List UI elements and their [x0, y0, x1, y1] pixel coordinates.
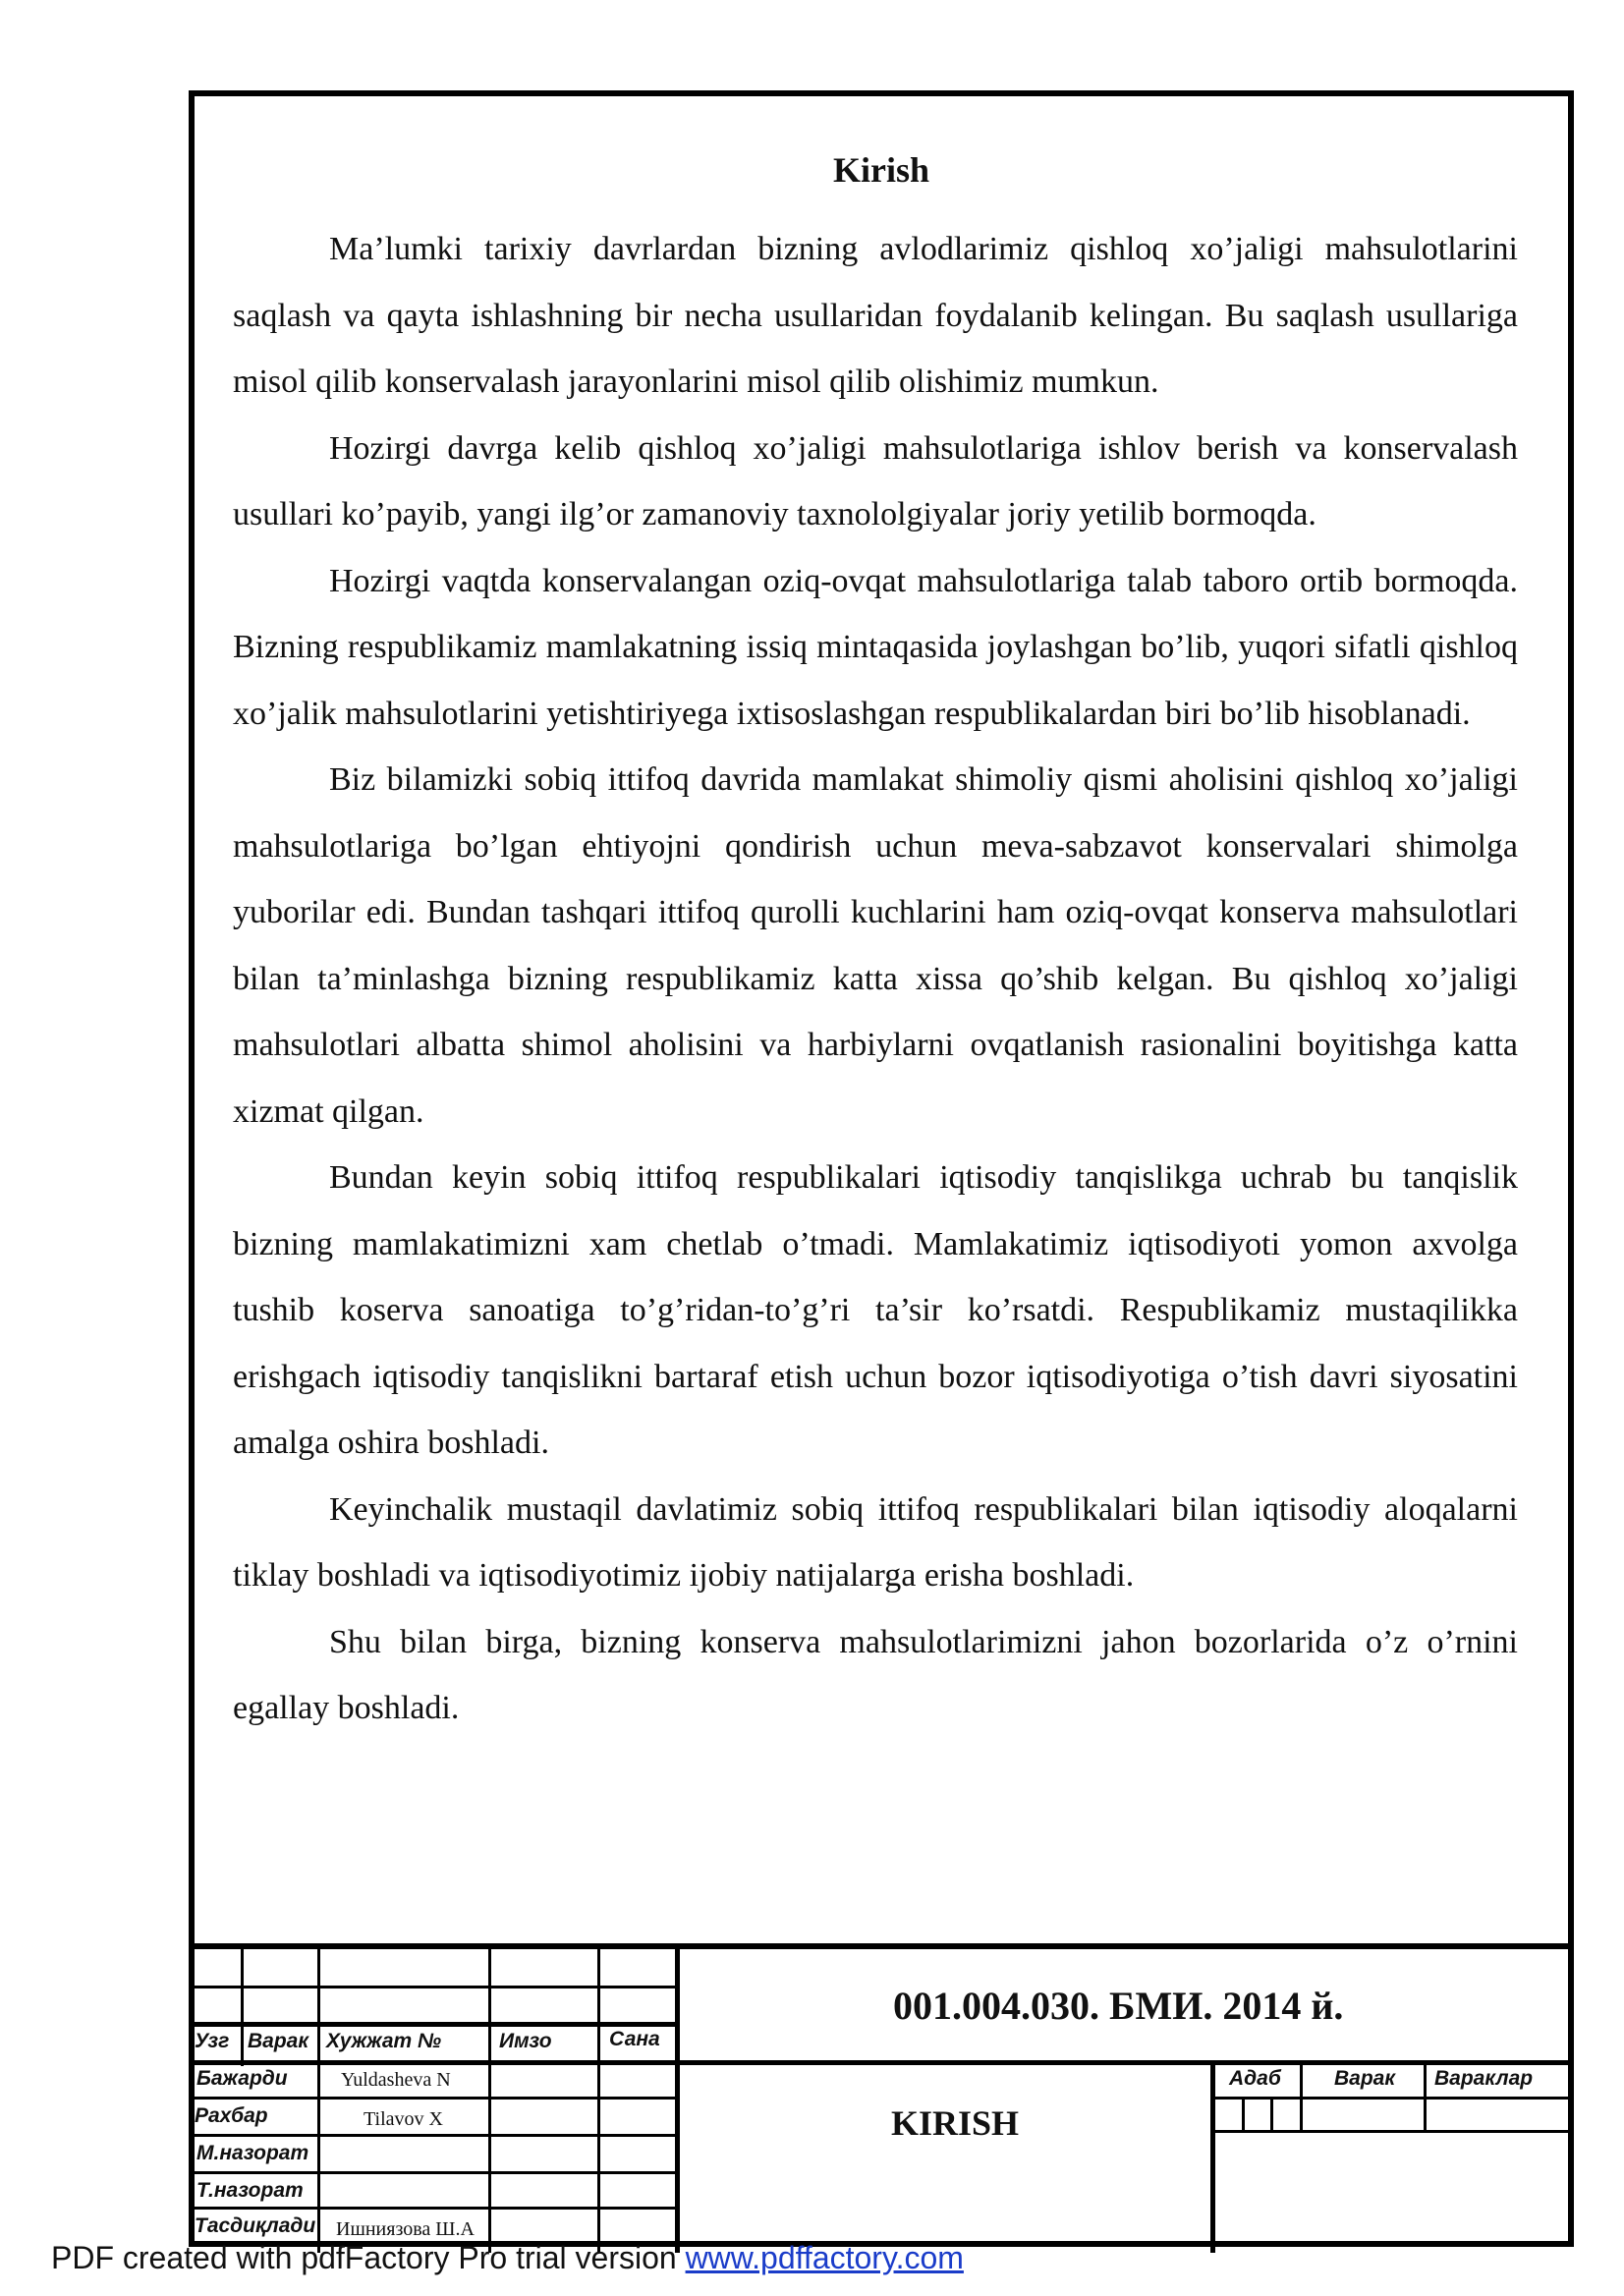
paragraph: Hozirgi davrga kelib qishloq xo’jaligi mahsulotlariga ishlov berish va konservalash usullari ko’payib, yangi ilg’or zamanoviy taxnololgiyalar joriy yetilib bormoqda. [233, 429, 1518, 532]
paragraph: Hozirgi vaqtda konservalangan oziq-ovqat mahsulotlariga talab taboro ortib bormoqda. Bizning respublikamiz mamlakatning issiq mintaqasida joylashgan bo’lib, yuqori sifatli qishloq xo’jalik mahsulotlarini yetishtiriyega ixtisoslashgan respublikalardan biri bo’lib hisoblanadi. [233, 562, 1518, 732]
role-label: Рахбар [195, 2104, 268, 2127]
paragraph: Ma’lumki tarixiy davrlardan bizning avlodlarimiz qishloq xo’jaligi mahsulotlarini saqlash va qayta ishlashning bir necha usullaridan foydalanib kelingan. Bu saqlash usullariga misol qilib konservalash jarayonlarini misol qilib olishimiz mumkun. [233, 231, 1518, 400]
grid-line [189, 2171, 675, 2174]
role-label: Т.назорат [196, 2179, 304, 2202]
grid-line [1270, 2097, 1273, 2133]
grid-line [189, 2060, 1568, 2065]
footer-text: PDF created with pdfFactory Pro trial version [51, 2240, 686, 2275]
grid-line [1210, 2130, 1568, 2133]
paragraph: Biz bilamizki sobiq ittifoq davrida mamlakat shimoliy qismi aholisini qishloq xo’jaligi mahsulotlariga bo’lgan ehtiyojni qondirish uchun meva-sabzavot konservalari shimolga yuborilar edi. Bundan tashqari ittifoq qurolli kuchlarini ham oziq-ovqat konserva mahsulotlari bilan ta’minlashga bizning respublikamiz katta xissa qo’shib kelgan. Bu qishloq xo’jaligi mahsulotlari albatta shimol aholisini va harbiylarni ovqatlanish rasionalini boyitishga katta xizmat qilgan. [233, 761, 1518, 1130]
pdf-footer [51, 2240, 964, 2276]
paragraph: Bundan keyin sobiq ittifoq respublikalari iqtisodiy tanqislikga uchrab bu tanqislik bizning mamlakatimizni xam chetlab o’tmadi. Mamlakatimiz iqtisodiyoti yomon axvolga tushib koserva sanoatiga to’g’ridan-to’g’ri ta’sir ko’rsatdi. Respublikamiz mustaqilikka erishgach iqtisodiy tanqislikni bartaraf etish uchun bozor iqtisodiyotiga o’tish davri siyosatini amalga oshira boshladi. [233, 1159, 1518, 1461]
header-sheet: Варак [248, 2030, 308, 2052]
grid-line [189, 2022, 675, 2027]
paragraph: Keyinchalik mustaqil davlatimiz sobiq ittifoq respublikalari bilan iqtisodiy aloqalarni tiklay boshladi va iqtisodiyotimiz ijobiy natijalarga erisha boshladi. [233, 1490, 1518, 1594]
grid-line [241, 1949, 244, 2066]
header-doc-no: Хужжат № [326, 2030, 442, 2052]
document-code: 001.004.030. БМИ. 2014 й. [893, 1984, 1344, 2028]
title-block [189, 1943, 1574, 2247]
role-label: Бажарди [196, 2067, 288, 2090]
role-label: М.назорат [196, 2142, 309, 2164]
grid-line [488, 1949, 491, 2253]
grid-line [597, 1949, 600, 2253]
footer-link[interactable]: www.pdffactory.com [685, 2240, 964, 2275]
grid-line [1210, 2097, 1568, 2100]
grid-line [189, 2134, 675, 2137]
grid-line [189, 2207, 675, 2210]
grid-line [317, 1949, 320, 2066]
header-change: Узг [195, 2030, 230, 2052]
role-name: Ишниязова Ш.А [336, 2218, 475, 2240]
role-label: Тасдиқлади [195, 2214, 316, 2237]
header-signature: Имзо [499, 2030, 552, 2052]
header-literature: Адаб [1229, 2067, 1281, 2090]
grid-line [1210, 2060, 1215, 2253]
grid-line [189, 2097, 675, 2100]
header-right-sheet: Варак [1334, 2067, 1395, 2090]
role-name: Yuldasheva N [341, 2069, 451, 2091]
grid-line [1300, 2060, 1303, 2133]
paragraph: Shu bilan birga, bizning konserva mahsulotlarimizni jahon bozorlarida o’z o’rnini egallay boshladi. [233, 1623, 1518, 1726]
sheet-title: KIRISH [891, 2103, 1020, 2143]
grid-line [1424, 2060, 1427, 2133]
grid-line [1242, 2097, 1245, 2133]
role-name: Tilavov X [364, 2108, 443, 2130]
grid-line [317, 2060, 320, 2253]
grid-line [189, 1986, 675, 1988]
page-title: Kirish [832, 150, 929, 190]
grid-line [675, 1949, 680, 2253]
header-sheets: Вараклар [1434, 2067, 1534, 2090]
body-text [233, 216, 1518, 1742]
header-date: Сана [609, 2028, 660, 2050]
